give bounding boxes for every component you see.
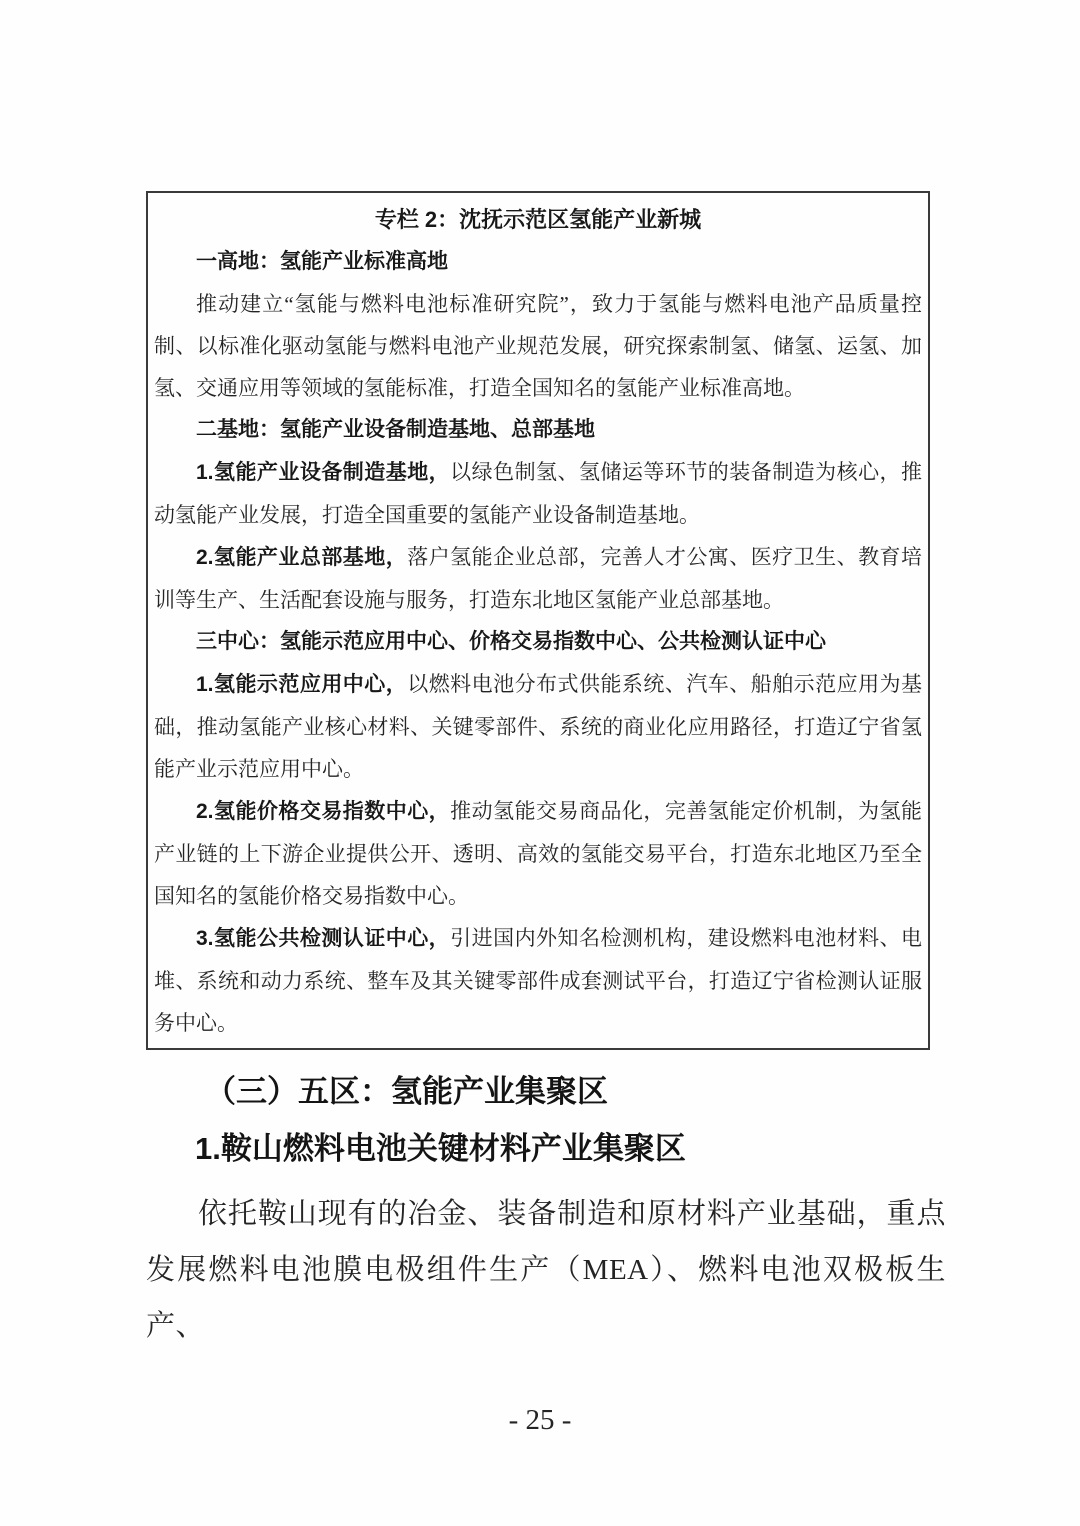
box-section-heading: 一高地：氢能产业标准高地 (196, 250, 448, 273)
paragraph-text: 以绿色制氢、氢储运等环节的装备制造为核心，推动氢能产业发展，打造全国重要的氢能产业设备制造基地。 (154, 460, 923, 527)
box-section-heading: 三中心：氢能示范应用中心、价格交易指数中心、公共检测认证中心 (196, 630, 826, 653)
box-title: 专栏 2：沈抚示范区氢能产业新城 (374, 207, 702, 232)
box-section-highland (154, 241, 922, 409)
section-heading: （三）五区：氢能产业集聚区 (205, 1074, 608, 1109)
box-section-centers (154, 621, 922, 1044)
paragraph-text: 落户氢能企业总部，完善人才公寓、医疗卫生、教育培训等生产、生活配套设施与服务，打造东北地区氢能产业总部基地。 (154, 545, 923, 612)
bold-lead: 2.氢能价格交易指数中心， (196, 800, 451, 823)
box-section-heading: 二基地：氢能产业设备制造基地、总部基地 (196, 418, 595, 441)
paragraph-text: 推动建立“氢能与燃料电池标准研究院”，致力于氢能与燃料电池产品质量控制、以标准化驱动氢能与燃料电池产业规范发展，研究探索制氢、储氢、运氢、加氢、交通应用等领域的氢能标准，打造全国知名的氢能产业标准高地。 (154, 292, 922, 400)
box-paragraph (154, 536, 922, 621)
box-paragraph (154, 790, 922, 917)
column-2-box (146, 191, 930, 1050)
paragraph-text: 推动氢能交易商品化，完善氢能定价机制，为氢能产业链的上下游企业提供公开、透明、高效的氢能交易平台，打造东北地区乃至全国知名的氢能价格交易指数中心。 (154, 799, 923, 908)
box-paragraph (154, 917, 922, 1044)
body-paragraph: 依托鞍山现有的冶金、装备制造和原材料产业基础，重点发展燃料电池膜电极组件生产（MEA）、燃料电池双极板生产、 (146, 1198, 946, 1342)
subsection-heading: 1.鞍山燃料电池关键材料产业集聚区 (195, 1131, 686, 1166)
box-paragraph (154, 283, 922, 409)
page-number: - 25 - (508, 1404, 572, 1436)
bold-lead: 2.氢能产业总部基地， (196, 546, 408, 569)
bold-lead: 1.氢能示范应用中心， (196, 673, 408, 696)
bold-lead: 1.氢能产业设备制造基地， (196, 461, 451, 484)
box-paragraph (154, 451, 922, 536)
paragraph-text: 引进国内外知名检测机构，建设燃料电池材料、电堆、系统和动力系统、整车及其关键零部件成套测试平台，打造辽宁省检测认证服务中心。 (154, 926, 923, 1035)
paragraph-text: 以燃料电池分布式供能系统、汽车、船舶示范应用为基础，推动氢能产业核心材料、关键零部件、系统的商业化应用路径，打造辽宁省氢能产业示范应用中心。 (154, 672, 923, 781)
box-paragraph (154, 663, 922, 790)
bold-lead: 3.氢能公共检测认证中心， (196, 927, 451, 950)
box-section-bases (154, 409, 922, 621)
